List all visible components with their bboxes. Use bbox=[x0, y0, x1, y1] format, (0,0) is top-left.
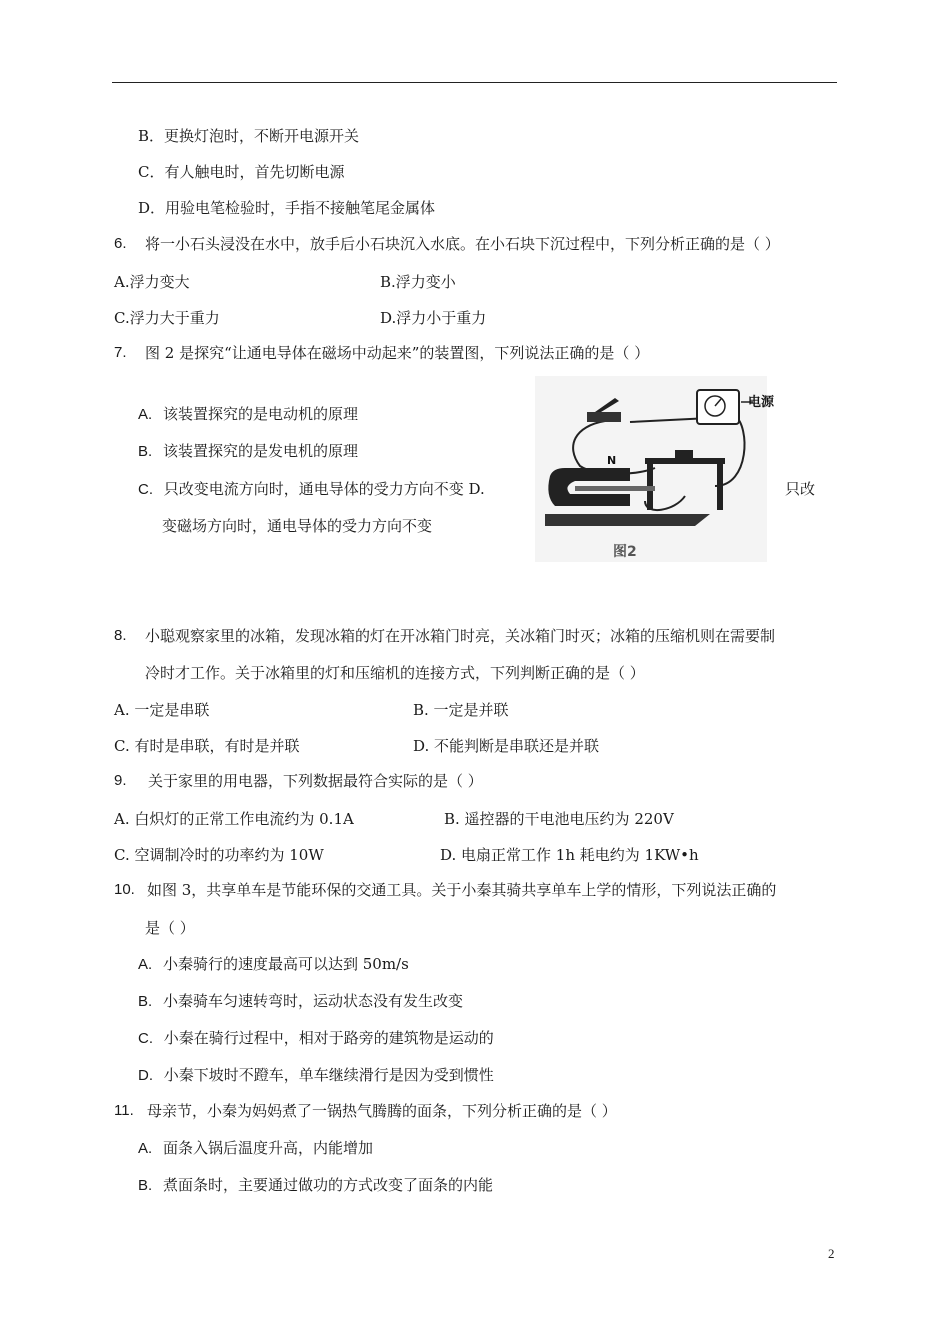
apparatus-diagram bbox=[535, 376, 775, 562]
q10-stem-line-1: 如图 3，共享单车是节能环保的交通工具。关于小秦其骑共享单车上学的情形，下列说法正确的 bbox=[147, 881, 777, 899]
q10-number: 10. bbox=[114, 881, 135, 898]
q11-stem: 母亲节，小秦为妈妈煮了一锅热气腾腾的面条，下列分析正确的是（ ） bbox=[147, 1102, 617, 1120]
q10-option-c bbox=[138, 1028, 494, 1049]
power-supply-icon bbox=[697, 390, 739, 424]
q9-number: 9. bbox=[114, 772, 127, 789]
q10-stem-line-2: 是（ ） bbox=[145, 919, 195, 937]
q7-option-a bbox=[138, 404, 358, 425]
q7-option-c-text: 只改变电流方向时，通电导体的受力方向不变 D. bbox=[163, 480, 485, 498]
q6-option-c: C.浮力大于重力 bbox=[114, 309, 220, 327]
header-rule bbox=[112, 82, 837, 83]
q8-option-a: A. 一定是串联 bbox=[114, 701, 210, 719]
q5-option-b: B．更换灯泡时，不断开电源开关 bbox=[138, 127, 360, 145]
q7-option-d-tail: 只改 bbox=[785, 480, 816, 498]
q9-option-d: D. 电扇正常工作 1h 耗电约为 1KW•h bbox=[440, 846, 699, 864]
q7-option-a-text: 该装置探究的是电动机的原理 bbox=[162, 405, 358, 423]
q7-option-a-letter: A. bbox=[138, 406, 153, 423]
q9-stem: 关于家里的用电器，下列数据最符合实际的是（ ） bbox=[148, 772, 483, 790]
q11-option-a-letter: A. bbox=[138, 1140, 153, 1157]
q10-option-d-letter: D. bbox=[138, 1067, 153, 1084]
q7-option-b-text: 该装置探究的是发电机的原理 bbox=[162, 442, 358, 460]
q11-option-b-letter: B. bbox=[138, 1177, 153, 1194]
q6-option-b: B.浮力变小 bbox=[380, 273, 456, 291]
q9-option-c: C. 空调制冷时的功率约为 10W bbox=[114, 846, 324, 864]
q10-option-a-letter: A. bbox=[138, 956, 153, 973]
figure-2 bbox=[535, 376, 775, 562]
figure-caption: 图2 bbox=[613, 544, 637, 560]
q7-option-c bbox=[138, 479, 485, 500]
q5-option-d: D．用验电笔检验时，手指不接触笔尾金属体 bbox=[138, 199, 436, 217]
q10-option-b-letter: B. bbox=[138, 993, 153, 1010]
q8-option-b: B. 一定是并联 bbox=[413, 701, 509, 719]
q10-option-a bbox=[138, 954, 409, 975]
q11-option-b bbox=[138, 1175, 493, 1196]
q11-option-a-text: 面条入锅后温度升高，内能增加 bbox=[162, 1139, 373, 1157]
q10-option-b bbox=[138, 991, 463, 1012]
q6-stem: 将一小石头浸没在水中，放手后小石块沉入水底。在小石块下沉过程中，下列分析正确的是（ ） bbox=[145, 235, 780, 253]
figure-power-label: 电源 bbox=[748, 395, 775, 410]
q10-option-a-text: 小秦骑行的速度最高可以达到 50m/s bbox=[162, 955, 409, 973]
q10-option-d bbox=[138, 1065, 494, 1086]
q9-option-a: A. 白炽灯的正常工作电流约为 0.1A bbox=[114, 810, 354, 828]
q7-stem: 图 2 是探究“让通电导体在磁场中动起来”的装置图，下列说法正确的是（ ） bbox=[145, 344, 650, 362]
q8-option-d: D. 不能判断是串联还是并联 bbox=[413, 737, 600, 755]
figure-magnet-label: N bbox=[607, 454, 617, 467]
q7-option-b bbox=[138, 441, 358, 462]
q6-option-a: A.浮力变大 bbox=[114, 273, 190, 291]
q11-number: 11. bbox=[114, 1102, 134, 1119]
q7-option-c-letter: C. bbox=[138, 481, 153, 498]
q10-option-b-text: 小秦骑车匀速转弯时，运动状态没有发生改变 bbox=[162, 992, 463, 1010]
q8-number: 8. bbox=[114, 627, 127, 644]
q7-option-b-letter: B. bbox=[138, 443, 153, 460]
q7-number: 7. bbox=[114, 344, 127, 361]
q7-option-d-continued: 变磁场方向时，通电导体的受力方向不变 bbox=[162, 517, 433, 535]
q11-option-a bbox=[138, 1138, 373, 1159]
q5-option-c: C．有人触电时，首先切断电源 bbox=[138, 163, 345, 181]
q10-option-c-text: 小秦在骑行过程中，相对于路旁的建筑物是运动的 bbox=[163, 1029, 494, 1047]
q8-stem-line-2: 冷时才工作。关于冰箱里的灯和压缩机的连接方式，下列判断正确的是（ ） bbox=[145, 664, 645, 682]
q11-option-b-text: 煮面条时，主要通过做功的方式改变了面条的内能 bbox=[162, 1176, 493, 1194]
page-number: 2 bbox=[828, 1246, 835, 1261]
q6-option-d: D.浮力小于重力 bbox=[380, 309, 487, 327]
q8-option-c: C. 有时是串联，有时是并联 bbox=[114, 737, 300, 755]
q6-number: 6. bbox=[114, 235, 127, 252]
q10-option-d-text: 小秦下坡时不蹬车，单车继续滑行是因为受到惯性 bbox=[163, 1066, 494, 1084]
q9-option-b: B. 遥控器的干电池电压约为 220V bbox=[444, 810, 674, 828]
q10-option-c-letter: C. bbox=[138, 1030, 153, 1047]
q8-stem-line-1: 小聪观察家里的冰箱，发现冰箱的灯在开冰箱门时亮，关冰箱门时灭；冰箱的压缩机则在需要制 bbox=[145, 627, 776, 645]
